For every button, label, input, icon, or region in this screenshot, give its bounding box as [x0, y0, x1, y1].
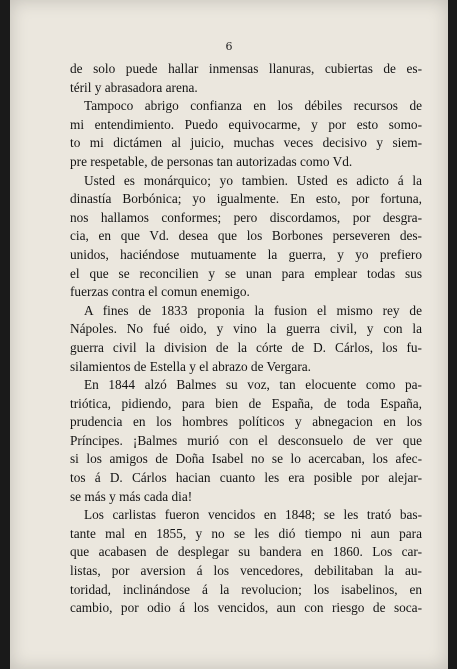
text-line: to mi dictámen al juicio, muchas veces decisivo y siem- — [70, 135, 422, 151]
body-text — [70, 60, 422, 618]
text-line: Usted es monárquico; yo tambien. Usted es adicto á la — [84, 172, 422, 188]
text-line: pre respetable, de personas tan autorizadas como Vd. — [70, 153, 353, 169]
text-line: el que se reconcilien y se unan para emplear todas sus — [70, 265, 422, 281]
text-line: tos á D. Cárlos hacian cuanto les era posible por alejar- — [70, 470, 422, 486]
book-page — [10, 0, 448, 669]
text-line: fuerzas contra el comun enemigo. — [70, 284, 250, 300]
text-line: Los carlistas fueron vencidos en 1848; se les trató bas- — [84, 507, 422, 523]
page-number: 6 — [225, 40, 233, 53]
text-line: listas, por aversion á los vencedores, debilitaban la au- — [70, 563, 422, 579]
text-line: que acabasen de desplegar su bandera en 1860. Los car- — [70, 544, 422, 560]
text-line: cambio, por odio á los vencidos, aun con riesgo de soca- — [70, 600, 422, 616]
text-line: tante mal en 1855, y no se les dió tiempo ni aun para — [70, 525, 422, 541]
text-line: unidos, haciéndose mutuamente la guerra, y yo prefiero — [70, 246, 422, 262]
text-line: dinastía Borbónica; yo igualmente. En esto, por fortuna, — [70, 191, 422, 207]
text-line: guerra civil la division de la córte de D. Cárlos, los fu- — [70, 339, 422, 355]
text-line: A fines de 1833 proponia la fusion el mismo rey de — [84, 302, 422, 318]
text-line: téril y abrasadora arena. — [70, 79, 198, 95]
text-line: mi entendimiento. Puedo equivocarme, y por esto somo- — [70, 116, 422, 132]
text-line: silamientos de Estella y el abrazo de Vergara. — [70, 358, 311, 374]
text-line: En 1844 alzó Balmes su voz, tan elocuente como pa- — [84, 377, 422, 393]
text-line: Nápoles. No fué oido, y vino la guerra civil, y con la — [70, 321, 422, 337]
text-line: Tampoco abrigo confianza en los débiles recursos de — [84, 98, 422, 114]
text-line: de solo puede hallar inmensas llanuras, cubiertas de es- — [70, 61, 422, 76]
text-line: toridad, inclinándose á la revolucion; los isabelinos, en — [70, 581, 422, 597]
text-line: nos hallamos conformes; pero discordamos, por desgra- — [70, 209, 422, 225]
text-line: triótica, pidiendo, para bien de España, de toda España, — [70, 395, 422, 411]
text-line: si los amigos de Doña Isabel no se lo acercaban, los afec- — [70, 451, 422, 467]
text-line: prudencia en los hombres políticos y abnegacion en los — [70, 414, 422, 430]
text-line: cia, en que Vd. desea que los Borbones perseveren des- — [70, 228, 422, 244]
text-line: se más y más cada dia! — [70, 488, 193, 504]
text-line: Príncipes. ¡Balmes murió con el desconsuelo de ver que — [70, 432, 422, 448]
